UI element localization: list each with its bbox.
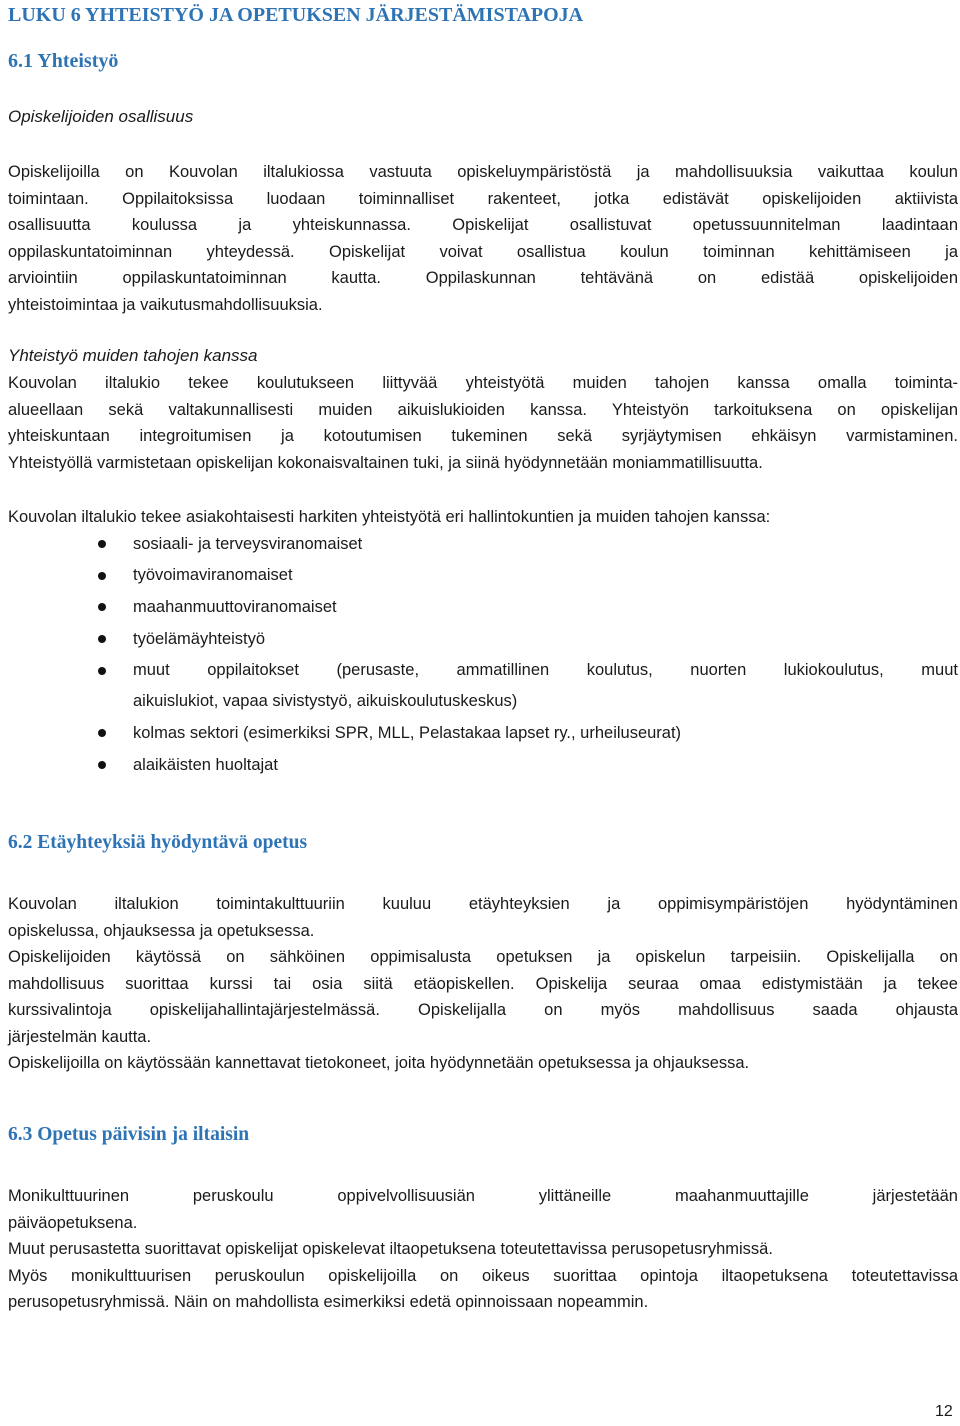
list-item-text: aikuislukiot, vapaa sivistystyö, aikuiskoulutuskeskus) (133, 692, 518, 710)
text-line: Yhteistyöllä varmistetaan opiskelijan kokonaisvaltainen tuki, ja siinä hyödynnetään moniammatillisuutta. (8, 453, 763, 472)
text-line: Monikulttuurinen peruskoulu oppivelvollisuusiän ylittäneille maahanmuuttajille järjestetään (8, 1187, 958, 1205)
paragraph-osallisuus (8, 159, 958, 318)
text-line: Opiskelijoilla on käytössään kannettavat tietokoneet, joita hyödynnetään opetuksessa ja ohjauksessa. (8, 1054, 750, 1072)
bullet-icon (98, 572, 106, 580)
list-intro (8, 504, 958, 531)
section-6-3-title: 6.3 Opetus päivisin ja iltaisin (8, 1124, 250, 1145)
text-line: järjestelmän kautta. (8, 1027, 152, 1046)
list-item-text: alaikäisten huoltajat (133, 756, 278, 774)
text-line: Opiskelijoilla on Kouvolan iltalukiossa vastuuta opiskeluympäristöstä ja mahdollisuuksia vaikuttaa koulun (8, 163, 958, 181)
text-line: Opiskelijoiden käytössä on sähköinen oppimisalusta opetuksen ja opiskelun tarpeisiin. Opiskelijalla on (8, 948, 958, 966)
text-line: arviointiin oppilaskuntatoiminnan kautta. Oppilaskunnan tehtävänä on edistää opiskelijoiden (8, 269, 958, 287)
text-line: Muut perusastetta suorittavat opiskelijat opiskelevat iltaopetuksena toteutettavissa perusopetusryhmissä. (8, 1240, 773, 1258)
list-item-text: työelämäyhteistyö (133, 630, 266, 648)
text-line: alueellaan sekä valtakunnallisesti muiden aikuislukioiden kanssa. Yhteistyön tarkoituksena on opiskelijan (8, 400, 958, 419)
list-item (0, 623, 958, 655)
text-line: yhteistoimintaa ja vaikutusmahdollisuuksia. (8, 295, 323, 314)
page-number: 12 (935, 1403, 953, 1420)
subsection-yhteistyo-title: Yhteistyö muiden tahojen kanssa (8, 346, 258, 365)
paragraph-etayhteydet (8, 891, 958, 1077)
text-line: toimintaan. Oppilaitoksissa luodaan toiminnalliset rakenteet, jotka edistävät opiskelijoiden aktiivista (8, 189, 958, 208)
list-item (0, 749, 958, 781)
text-line: Kouvolan iltalukio tekee asiakohtaisesti harkiten yhteistyötä eri hallintokuntien ja muiden tahojen kanssa: (8, 508, 771, 526)
text-line: Myös monikulttuurisen peruskoulun opiskelijoilla on oikeus suorittaa opintoja iltaopetuksena toteutettavissa (8, 1266, 958, 1285)
list-item-text: muut oppilaitokset (perusaste, ammatillinen koulutus, nuorten lukiokoulutus, muut (133, 661, 958, 679)
bullet-icon (98, 761, 106, 769)
list-item (0, 591, 958, 623)
text-line: Kouvolan iltalukion toimintakulttuuriin kuuluu etäyhteyksien ja oppimisympäristöjen hyödyntäminen (8, 895, 958, 913)
chapter-title: LUKU 6 YHTEISTYÖ JA OPETUKSEN JÄRJESTÄMISTAPOJA (8, 4, 584, 26)
cooperation-list (0, 528, 958, 781)
bullet-icon (98, 603, 106, 611)
list-item-text: sosiaali- ja terveysviranomaiset (133, 535, 363, 553)
section-6-2-title: 6.2 Etäyhteyksiä hyödyntävä opetus (8, 832, 308, 853)
list-item (0, 560, 958, 591)
paragraph-paiva-ilta (8, 1183, 958, 1316)
text-line: Kouvolan iltalukio tekee koulutukseen liittyvää yhteistyötä muiden tahojen kanssa omalla toiminta- (8, 374, 958, 392)
list-item-text: työvoimaviranomaiset (133, 566, 293, 584)
list-item-text: maahanmuuttoviranomaiset (133, 598, 337, 616)
text-line: perusopetusryhmissä. Näin on mahdollista esimerkiksi edetä opinnoissaan nopeammin. (8, 1293, 649, 1311)
section-6-1-title: 6.1 Yhteistyö (8, 50, 119, 72)
list-item-text: kolmas sektori (esimerkiksi SPR, MLL, Pelastakaa lapset ry., urheiluseurat) (133, 724, 682, 742)
text-line: kurssivalintoja opiskelijahallintajärjestelmässä. Opiskelijalla on myös mahdollisuus saada ohjausta (8, 1001, 958, 1019)
bullet-icon (98, 635, 106, 643)
bullet-icon (98, 729, 106, 737)
list-item (0, 655, 958, 717)
bullet-icon (98, 667, 106, 675)
list-item (0, 717, 958, 749)
bullet-icon (98, 540, 106, 548)
subsection-opiskelijoiden-osallisuus-title: Opiskelijoiden osallisuus (8, 107, 194, 126)
text-line: päiväopetuksena. (8, 1213, 138, 1232)
text-line: oppilaskuntatoiminnan yhteydessä. Opiskelijat voivat osallistua koulun toiminnan kehittämiseen ja (8, 242, 958, 261)
list-item (0, 528, 958, 560)
paragraph-yhteistyo (8, 370, 958, 476)
text-line: osallisuutta koulussa ja yhteiskunnassa. Opiskelijat osallistuvat opetussuunnitelman laadintaan (8, 216, 958, 234)
text-line: opiskelussa, ohjauksessa ja opetuksessa. (8, 921, 315, 940)
text-line: yhteiskuntaan integroitumisen ja kotoutumisen tukeminen sekä syrjäytymisen ehkäisyn varmistaminen. (8, 427, 958, 445)
text-line: mahdollisuus suorittaa kurssi tai osia siitä etäopiskellen. Opiskelija seuraa omaa edistymistään ja tekee (8, 974, 958, 993)
